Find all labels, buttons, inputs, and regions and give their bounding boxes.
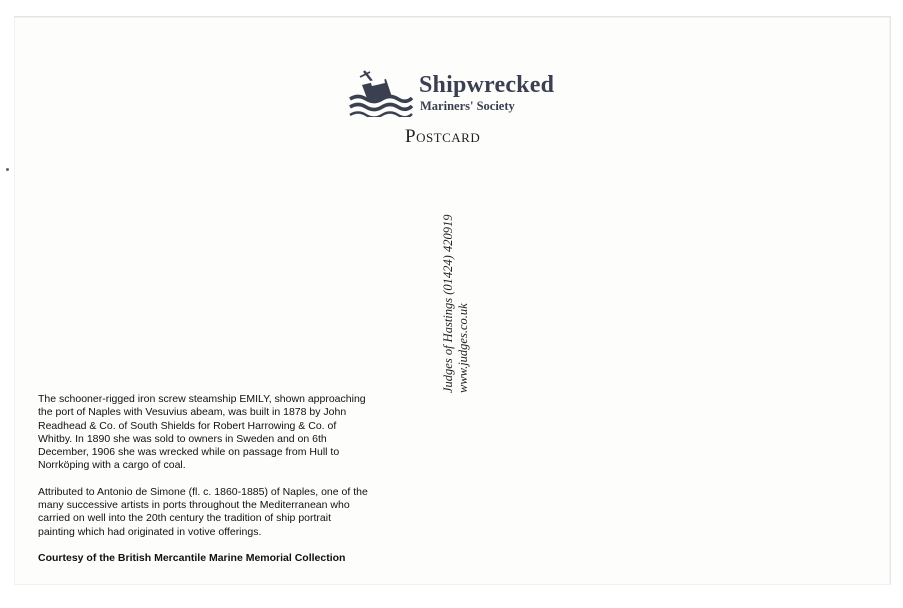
caption-paragraph-2: Attributed to Antonio de Simone (fl. c. 1860-1885) of Naples, one of the many successive artists in ports throughout the Mediterranean who carried on well into the 20th century the tradition of ship portrait painting which had originated in votive offerings. [38,485,368,538]
sinking-ship-icon [348,67,414,117]
logo-title: Shipwrecked [419,72,555,98]
publisher-info [441,215,471,393]
credit-line: Courtesy of the British Mercantile Marine Memorial Collection [38,551,346,564]
publisher-line-2: www.judges.co.uk [456,303,470,393]
publisher-line-1: Judges of Hastings (01424) 420919 [441,214,455,393]
caption-paragraph-1: The schooner-rigged iron screw steamship EMILY, shown approaching the port of Naples with Vesuvius abeam, was built in 1878 by John Readhead & Co. of South Shields for Robert Harrowing & Co. of Whitby. In 1890 she was sold to owners in Sweden and on 6th December, 1906 she was wrecked while on passage from Hull to Norrköping with a cargo of coal. [38,393,366,472]
logo-subtitle: Mariners' Society [420,99,515,113]
postcard-heading: Postcard [405,126,481,147]
speck [6,168,9,171]
caption-block [38,393,390,565]
